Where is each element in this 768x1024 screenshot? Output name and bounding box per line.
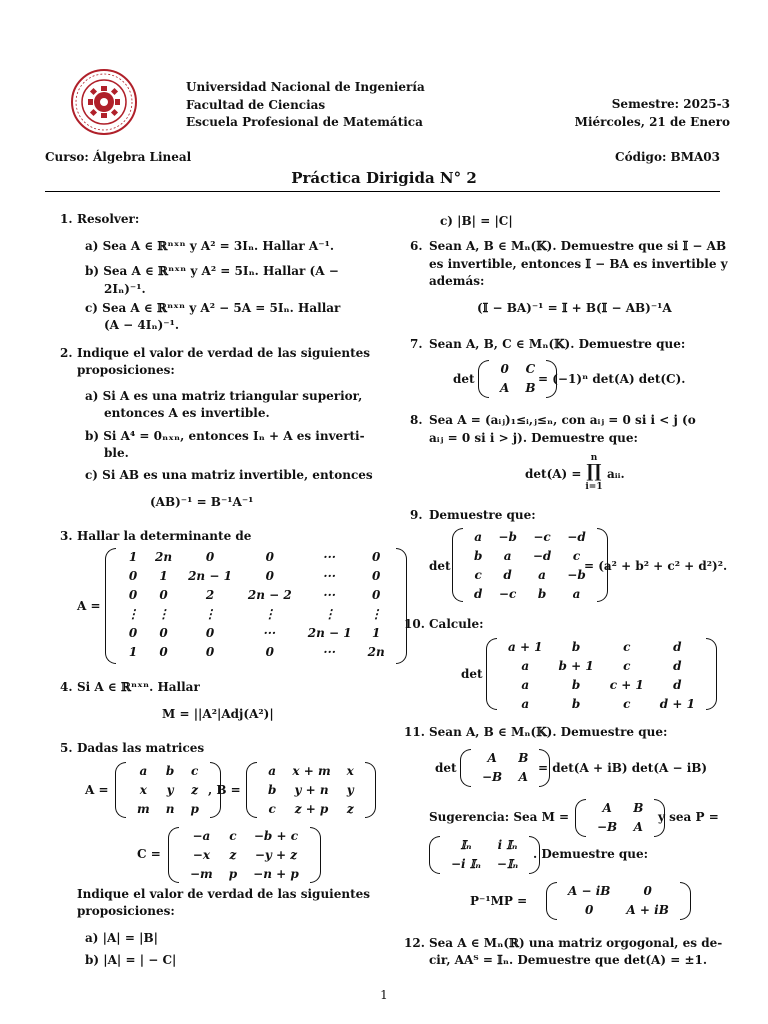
problem-5b: b) |A| = | − C|: [85, 953, 177, 967]
matrix-row: [560, 901, 677, 920]
matrix-row: [466, 547, 594, 566]
matrix-cell: 0: [159, 588, 168, 602]
left-paren: [460, 749, 471, 787]
matrix-cell: c: [190, 764, 199, 778]
matrix-row: [500, 676, 703, 695]
matrix-C-lhs: C =: [137, 847, 161, 861]
matrix-row: [474, 749, 536, 768]
matrix-B: [246, 762, 376, 818]
matrix-cell: 2n: [155, 550, 173, 564]
problem-11-det: det: [435, 761, 457, 775]
matrix-table: [560, 882, 677, 920]
matrix-cell: 0: [205, 626, 215, 640]
matrix-cell: i 𝕀ₙ: [497, 838, 518, 852]
matrix-cell: c: [474, 568, 482, 582]
right-paren: [365, 762, 376, 818]
matrix-cell: a: [268, 764, 277, 778]
problem-8-line2: aᵢⱼ = 0 si i > j). Demuestre que:: [429, 431, 638, 445]
matrix-cell: b: [571, 678, 581, 692]
problem-5a: a) |A| = |B|: [85, 931, 158, 945]
left-paren: [575, 799, 586, 837]
matrix-cell: ···: [323, 550, 336, 564]
matrix-row: [589, 818, 651, 837]
matrix-cell: 2: [205, 588, 215, 602]
problem-2c-equation: (AB)⁻¹ = B⁻¹A⁻¹: [150, 495, 254, 509]
university-name: Universidad Nacional de Ingeniería: [186, 80, 425, 94]
matrix-cell: p: [190, 802, 199, 816]
school-name: Escuela Profesional de Matemática: [186, 115, 423, 129]
matrix-row: [443, 855, 526, 874]
problem-2-head-line2: proposiciones:: [77, 363, 175, 377]
matrix-table: [443, 836, 526, 874]
matrix-cell: 0: [205, 645, 215, 659]
matrix-cell: c: [268, 802, 276, 816]
hint-prove: . Demuestre que:: [533, 847, 649, 861]
matrix-cell: A − iB: [568, 884, 611, 898]
matrix-cell: 0: [265, 569, 275, 583]
left-paren: [168, 827, 179, 883]
matrix-cell: −c: [533, 530, 551, 544]
right-paren: [310, 827, 321, 883]
matrix-row: [260, 800, 362, 819]
matrix-cell: a: [521, 678, 530, 692]
matrix-row: [182, 865, 307, 884]
matrix-cell: a: [572, 587, 581, 601]
matrix-A: [115, 762, 221, 818]
matrix-cell: ···: [323, 569, 336, 583]
right-paren: [680, 882, 691, 920]
problem-10-matrix: [486, 638, 717, 710]
matrix-table: [500, 638, 703, 714]
matrix-cell: y: [346, 783, 354, 797]
matrix-cell: b: [571, 697, 581, 711]
right-paren: [706, 638, 717, 710]
left-paren: [115, 762, 126, 818]
matrix-row: [500, 657, 703, 676]
problem-2-head-line1: Indique el valor de verdad de las siguientes: [77, 346, 371, 360]
left-paren: [486, 638, 497, 710]
matrix-cell: B: [633, 801, 644, 815]
problem-2-number: 2.: [60, 346, 73, 360]
matrix-cell: 0: [643, 884, 652, 898]
problem-7-number: 7.: [410, 337, 423, 351]
matrix-cell: c: [623, 640, 631, 654]
matrix-row: [119, 548, 393, 567]
problem-5-tail-line2: proposiciones:: [77, 904, 175, 918]
problem-9-line1: Demuestre que:: [429, 508, 536, 522]
hint-label: Sugerencia: Sea M =: [429, 810, 570, 824]
faculty-name: Facultad de Ciencias: [186, 97, 326, 112]
matrix-row: [119, 643, 393, 662]
hint-matrix-P: [429, 836, 540, 874]
problem-4-head: Si A ∈ ℝⁿˣⁿ. Hallar: [77, 680, 200, 694]
matrix-cell: d: [503, 568, 512, 582]
matrix-row: [260, 781, 362, 800]
problem-9-det: det: [429, 559, 451, 573]
matrix-cell: ···: [323, 645, 336, 659]
product-lower-limit: i=1: [585, 482, 603, 492]
date: Miércoles, 21 de Enero: [574, 114, 730, 129]
matrix-row: [119, 605, 393, 624]
problem-3-matrix: [105, 548, 407, 664]
problem-8-number: 8.: [410, 413, 423, 427]
matrix-cell: 0: [205, 550, 215, 564]
problem-11-line1: Sean A, B ∈ Mₙ(𝕂). Demuestre que:: [429, 725, 668, 739]
matrix-cell: c + 1: [609, 678, 644, 692]
matrix-cell: d: [673, 640, 682, 654]
matrix-cell: b: [537, 587, 547, 601]
problem-6-line1: Sean A, B ∈ Mₙ(𝕂). Demuestre que si 𝕀 − AB: [429, 239, 727, 253]
matrix-cell: B: [518, 751, 529, 765]
matrix-cell: a: [503, 549, 512, 563]
matrix-cell: a: [538, 568, 546, 582]
problem-2a-line1: a) Si A es una matriz triangular superior,: [85, 389, 363, 403]
matrix-cell: 2n − 1: [188, 569, 232, 583]
problem-10-number: 10.: [404, 617, 425, 631]
matrix-cell: a + 1: [508, 640, 543, 654]
problem-12-number: 12.: [404, 936, 425, 950]
problem-11-result-matrix: [546, 882, 691, 920]
matrix-cell: b: [571, 640, 581, 654]
problem-4-number: 4.: [60, 680, 73, 694]
matrix-cell: −b: [567, 568, 586, 582]
matrix-cell: 0: [371, 550, 381, 564]
left-paren: [452, 528, 463, 602]
matrix-row: [129, 800, 207, 819]
matrix-row: [492, 379, 543, 398]
matrix-cell: A: [602, 801, 612, 815]
matrix-cell: A: [487, 751, 497, 765]
matrix-row: [119, 624, 393, 643]
matrix-row: [119, 586, 393, 605]
product-upper-limit: n: [590, 453, 598, 463]
matrix-table: [589, 799, 651, 837]
problem-5c: c) |B| = |C|: [440, 214, 513, 228]
problem-12-line1: Sea A ∈ Mₙ(ℝ) una matriz orgogonal, es de-: [429, 936, 723, 950]
matrix-A-lhs: A =: [85, 783, 109, 797]
problem-6-line2: es invertible, entonces 𝕀 − BA es invertible y: [429, 257, 728, 271]
problem-1c-line2: (A − 4Iₙ)⁻¹.: [104, 318, 180, 332]
matrix-cell: p: [228, 867, 238, 881]
matrix-row: [260, 762, 362, 781]
problem-1b-line1: b) Sea A ∈ ℝⁿˣⁿ y A² = 5Iₙ. Hallar (A −: [85, 264, 339, 278]
matrix-cell: −d: [567, 530, 586, 544]
matrix-cell: 2n − 2: [247, 588, 292, 602]
matrix-cell: A: [633, 820, 643, 834]
matrix-cell: ⋮: [204, 607, 216, 621]
matrix-cell: ···: [323, 588, 336, 602]
problem-8-line1: Sea A = (aᵢⱼ)₁≤ᵢ,ⱼ≤ₙ, con aᵢⱼ = 0 si i < j (o: [429, 413, 696, 427]
matrix-cell: 0: [128, 626, 138, 640]
problem-1c-line1: c) Sea A ∈ ℝⁿˣⁿ y A² − 5A = 5Iₙ. Hallar: [85, 301, 341, 315]
matrix-cell: 0: [265, 645, 275, 659]
matrix-cell: z: [229, 848, 237, 862]
matrix-cell: −n + p: [253, 867, 299, 881]
matrix-cell: −B: [482, 770, 503, 784]
header-right: [575, 96, 730, 131]
matrix-cell: 1: [128, 550, 138, 564]
problem-10-det: det: [461, 667, 483, 681]
matrix-cell: −b + c: [253, 829, 299, 843]
problem-2c-line1: c) Si AB es una matriz invertible, entonces: [85, 468, 373, 482]
matrix-cell: C: [525, 362, 536, 376]
problem-11-matrix: [460, 749, 550, 787]
problem-1a: a) Sea A ∈ ℝⁿˣⁿ y A² = 3Iₙ. Hallar A⁻¹.: [85, 239, 334, 253]
matrix-cell: A + iB: [626, 903, 669, 917]
page-number: 1: [380, 988, 388, 1002]
matrix-cell: y + n: [294, 783, 329, 797]
problem-5-number: 5.: [60, 741, 73, 755]
matrix-cell: a: [521, 659, 530, 673]
matrix-cell: b: [165, 764, 175, 778]
problem-11-lhs3: P⁻¹MP =: [470, 894, 528, 908]
matrix-cell: b: [268, 783, 277, 797]
matrix-cell: a: [521, 697, 530, 711]
left-paren: [429, 836, 440, 874]
matrix-cell: 𝕀ₙ: [460, 838, 472, 852]
left-paren: [546, 882, 557, 920]
problem-1-number: 1.: [60, 212, 73, 226]
problem-6-line3: además:: [429, 274, 485, 288]
matrix-cell: ⋮: [263, 607, 276, 621]
matrix-cell: d: [673, 659, 682, 673]
matrix-table: [474, 749, 536, 787]
matrix-row: [474, 768, 536, 787]
matrix-row: [589, 799, 651, 818]
header-left: [186, 79, 425, 132]
matrix-cell: ⋮: [323, 607, 336, 621]
problem-10-line1: Calcule:: [429, 617, 484, 631]
right-paren: [396, 548, 407, 664]
matrix-cell: 0: [128, 569, 138, 583]
matrix-cell: x: [346, 764, 354, 778]
matrix-row: [466, 528, 594, 547]
problem-11-number: 11.: [404, 725, 425, 739]
matrix-row: [466, 585, 594, 604]
problem-1-head: Resolver:: [77, 212, 140, 226]
matrix-cell: c: [623, 659, 631, 673]
problem-5-head: Dadas las matrices: [77, 741, 205, 755]
matrix-cell: d: [673, 678, 682, 692]
matrix-row: [466, 566, 594, 585]
matrix-cell: −c: [498, 587, 517, 601]
problem-7-det: det: [453, 372, 475, 386]
course-label: Curso: Álgebra Lineal: [45, 150, 192, 164]
matrix-cell: b: [474, 549, 483, 563]
matrix-row: [182, 827, 307, 846]
matrix-cell: 0: [159, 645, 168, 659]
matrix-cell: n: [165, 802, 175, 816]
matrix-row: [129, 781, 207, 800]
matrix-table: [182, 827, 307, 884]
matrix-cell: z: [191, 783, 199, 797]
matrix-table: [129, 762, 207, 819]
problem-12-line2: cir, AAᵀ = 𝕀ₙ. Demuestre que det(A) = ±1.: [429, 953, 708, 967]
left-paren: [478, 360, 489, 398]
problem-8-rhs: aᵢᵢ.: [607, 467, 625, 481]
matrix-cell: 0: [500, 362, 509, 376]
problem-3-head: Hallar la determinante de: [77, 529, 252, 543]
product-symbol: ∏: [586, 461, 602, 482]
problem-2b-line2: ble.: [104, 446, 129, 460]
matrix-row: [443, 836, 526, 855]
matrix-cell: 1: [371, 626, 381, 640]
left-paren: [105, 548, 116, 664]
problem-2b-line1: b) Si A⁴ = 0ₙₓₙ, entonces Iₙ + A es inverti-: [85, 429, 365, 443]
matrix-table: [492, 360, 543, 398]
matrix-cell: −i 𝕀ₙ: [451, 857, 481, 871]
matrix-cell: ⋮: [370, 607, 383, 621]
matrix-cell: 1: [159, 569, 168, 583]
matrix-cell: c: [229, 829, 237, 843]
matrix-row: [500, 695, 703, 714]
matrix-cell: A: [518, 770, 528, 784]
page-title: Práctica Dirigida N° 2: [291, 169, 477, 187]
matrix-cell: c: [623, 697, 631, 711]
matrix-table: [119, 548, 393, 662]
semester: Semestre: 2025-3: [611, 97, 730, 111]
matrix-cell: 2n: [367, 645, 385, 659]
matrix-row: [500, 638, 703, 657]
matrix-cell: x: [139, 783, 147, 797]
problem-11-rhs: = det(A + iB) det(A − iB): [538, 761, 708, 775]
course-code: Código: BMA03: [615, 150, 720, 164]
problem-2a-line2: entonces A es invertible.: [104, 406, 270, 420]
hint-and-P: y sea P =: [658, 810, 719, 824]
matrix-cell: 0: [159, 626, 168, 640]
matrix-row: [182, 846, 307, 865]
matrix-C: [168, 827, 321, 883]
matrix-cell: y: [166, 783, 174, 797]
matrix-cell: 0: [128, 588, 138, 602]
matrix-cell: b + 1: [558, 659, 594, 673]
matrix-cell: −d: [532, 549, 552, 563]
matrix-cell: 0: [265, 550, 275, 564]
matrix-cell: z + p: [294, 802, 329, 816]
problem-6-number: 6.: [410, 239, 423, 253]
matrix-cell: c: [572, 549, 581, 563]
hint-matrix-M: [575, 799, 665, 837]
matrix-cell: −B: [597, 820, 618, 834]
matrix-cell: z: [346, 802, 354, 816]
matrix-cell: m: [137, 802, 150, 816]
matrix-table: [260, 762, 362, 819]
matrix-row: [492, 360, 543, 379]
matrix-cell: a: [474, 530, 483, 544]
problem-5-tail-line1: Indique el valor de verdad de las siguientes: [77, 887, 371, 901]
matrix-cell: 0: [585, 903, 594, 917]
matrix-cell: −a: [192, 829, 211, 843]
matrix-cell: 0: [371, 588, 381, 602]
problem-4-equation: M = ||A²|Adj(A²)|: [162, 707, 274, 721]
matrix-table: [466, 528, 594, 604]
matrix-cell: d + 1: [659, 697, 695, 711]
matrix-cell: ⋮: [127, 607, 139, 621]
left-paren: [246, 762, 257, 818]
matrix-row: [560, 882, 677, 901]
matrix-cell: a: [139, 764, 148, 778]
matrix-cell: 1: [128, 645, 138, 659]
matrix-cell: −b: [498, 530, 517, 544]
problem-3-number: 3.: [60, 529, 73, 543]
title-rule: [45, 191, 720, 192]
problem-8-lhs: det(A) =: [525, 467, 582, 481]
problem-9-number: 9.: [410, 508, 423, 522]
matrix-cell: x + m: [292, 764, 331, 778]
matrix-B-lhs: , B =: [208, 783, 241, 797]
problem-1b-line2: 2Iₙ)⁻¹.: [104, 282, 146, 296]
problem-9-rhs: = (a² + b² + c² + d²)².: [584, 559, 728, 573]
matrix-row: [119, 567, 393, 586]
matrix-row: [129, 762, 207, 781]
matrix-cell: 0: [371, 569, 381, 583]
problem-3-lhs: A =: [77, 599, 101, 613]
matrix-cell: −𝕀ₙ: [496, 857, 519, 871]
matrix-cell: 2n − 1: [307, 626, 352, 640]
matrix-cell: B: [525, 381, 536, 395]
matrix-cell: −m: [190, 867, 213, 881]
matrix-cell: −x: [192, 848, 210, 862]
matrix-cell: ···: [263, 626, 277, 640]
university-seal-logo: [70, 68, 138, 136]
problem-6-equation: (𝕀 − BA)⁻¹ = 𝕀 + B(𝕀 − AB)⁻¹A: [477, 301, 672, 315]
problem-7-line1: Sean A, B, C ∈ Mₙ(𝕂). Demuestre que:: [429, 337, 686, 351]
matrix-cell: A: [500, 381, 510, 395]
matrix-cell: d: [474, 587, 483, 601]
matrix-cell: −y + z: [254, 848, 298, 862]
problem-7-rhs: = (−1)ⁿ det(A) det(C).: [538, 372, 686, 386]
matrix-cell: ⋮: [157, 607, 170, 621]
